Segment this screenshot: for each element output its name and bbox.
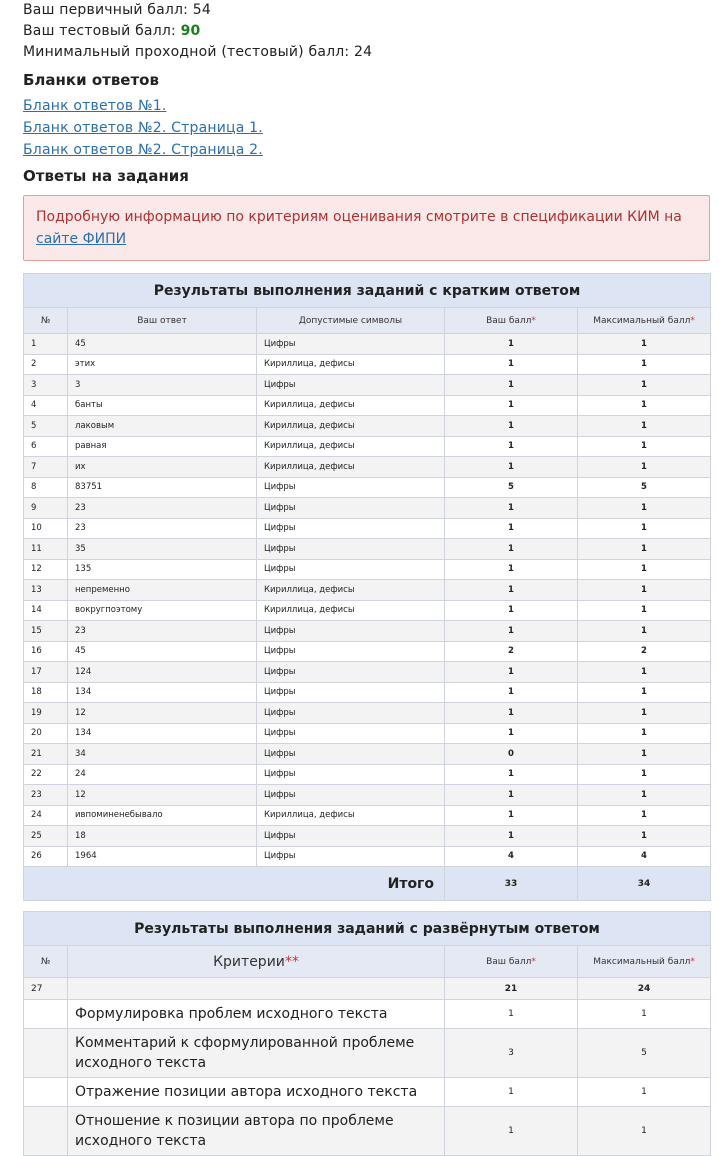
row-score: 1 xyxy=(445,682,578,703)
row-answer: 124 xyxy=(68,662,257,683)
primary-score-label: Ваш первичный балл: xyxy=(23,2,193,18)
row-score: 1 xyxy=(445,457,578,478)
row-symbols: Цифры xyxy=(257,621,445,642)
alert-text: Подробную информацию по критериям оценивания смотрите в спецификации КИМ на xyxy=(36,209,682,225)
row-max: 1 xyxy=(578,662,711,683)
row-number: 20 xyxy=(24,723,68,744)
table-row xyxy=(24,703,711,724)
primary-score xyxy=(0,0,719,21)
row-max: 1 xyxy=(578,580,711,601)
table-row xyxy=(24,539,711,560)
row-symbols: Кириллица, дефисы xyxy=(257,354,445,375)
test-score xyxy=(0,21,719,42)
col2-criteria: Критерии** xyxy=(68,946,445,978)
task-27-number: 27 xyxy=(24,978,68,1000)
row-number: 25 xyxy=(24,826,68,847)
row-answer: 35 xyxy=(68,539,257,560)
row-answer: ивпоминенебывало xyxy=(68,805,257,826)
table-row xyxy=(24,826,711,847)
row-symbols: Цифры xyxy=(257,703,445,724)
primary-score-value: 54 xyxy=(192,2,211,18)
col2-max-score: Максимальный балл* xyxy=(578,946,711,978)
row-score: 1 xyxy=(445,539,578,560)
row-score: 1 xyxy=(445,600,578,621)
row-symbols: Кириллица, дефисы xyxy=(257,457,445,478)
row-answer: 23 xyxy=(68,498,257,519)
row-symbols: Цифры xyxy=(257,334,445,355)
score-summary xyxy=(0,0,719,63)
row-symbols: Цифры xyxy=(257,498,445,519)
short-table-caption: Результаты выполнения заданий с кратким ответом xyxy=(24,274,711,308)
row-number: 24 xyxy=(24,805,68,826)
criteria-max: 1 xyxy=(578,1000,711,1029)
criteria-text: Отражение позиции автора исходного текста xyxy=(68,1078,445,1107)
row-symbols: Цифры xyxy=(257,518,445,539)
row-answer: 23 xyxy=(68,621,257,642)
row-number: 19 xyxy=(24,703,68,724)
row-symbols: Кириллица, дефисы xyxy=(257,600,445,621)
criteria-max: 1 xyxy=(578,1107,711,1156)
table-row xyxy=(24,764,711,785)
row-number: 11 xyxy=(24,539,68,560)
row-score: 1 xyxy=(445,805,578,826)
row-number: 12 xyxy=(24,559,68,580)
table-row xyxy=(24,334,711,355)
col-allowed-symbols: Допустимые символы xyxy=(257,308,445,334)
col-your-score: Ваш балл* xyxy=(445,308,578,334)
row-max: 1 xyxy=(578,395,711,416)
row-symbols: Цифры xyxy=(257,682,445,703)
row-answer: 24 xyxy=(68,764,257,785)
row-symbols: Цифры xyxy=(257,539,445,560)
table-row xyxy=(24,477,711,498)
row-symbols: Кириллица, дефисы xyxy=(257,580,445,601)
row-score: 1 xyxy=(445,375,578,396)
row-symbols: Цифры xyxy=(257,477,445,498)
row-max: 2 xyxy=(578,641,711,662)
table-row xyxy=(24,621,711,642)
col-number: № xyxy=(24,308,68,334)
row-answer: 83751 xyxy=(68,477,257,498)
forms-heading: Бланки ответов xyxy=(23,71,159,89)
row-max: 1 xyxy=(578,354,711,375)
row-number: 17 xyxy=(24,662,68,683)
col-max-score-label: Максимальный балл xyxy=(593,315,691,326)
form-link-2-page-2[interactable]: Бланк ответов №2. Страница 2. xyxy=(23,142,263,158)
criteria-text: Формулировка проблем исходного текста xyxy=(68,1000,445,1029)
row-score: 1 xyxy=(445,518,578,539)
table-row xyxy=(24,498,711,519)
row-number: 18 xyxy=(24,682,68,703)
col-your-score-label: Ваш балл xyxy=(486,315,532,326)
row-answer: 34 xyxy=(68,744,257,765)
row-max: 1 xyxy=(578,621,711,642)
total-max: 34 xyxy=(578,867,711,901)
row-answer: 134 xyxy=(68,723,257,744)
row-answer: непременно xyxy=(68,580,257,601)
row-score: 1 xyxy=(445,703,578,724)
table-row xyxy=(24,416,711,437)
row-symbols: Цифры xyxy=(257,846,445,867)
row-score: 1 xyxy=(445,826,578,847)
row-score: 1 xyxy=(445,416,578,437)
table-row xyxy=(24,457,711,478)
long-answer-table xyxy=(23,911,711,1156)
col2-criteria-label: Критерии xyxy=(213,953,285,970)
row-symbols: Цифры xyxy=(257,785,445,806)
row-score: 1 xyxy=(445,498,578,519)
task-27-score: 21 xyxy=(445,978,578,1000)
row-symbols: Кириллица, дефисы xyxy=(257,395,445,416)
row-answer: лаковым xyxy=(68,416,257,437)
row-number: 14 xyxy=(24,600,68,621)
table-row xyxy=(24,559,711,580)
table-row xyxy=(24,785,711,806)
short-table-body xyxy=(24,334,711,867)
table-row xyxy=(24,375,711,396)
row-answer: 134 xyxy=(68,682,257,703)
row-answer: 18 xyxy=(68,826,257,847)
row-score: 1 xyxy=(445,662,578,683)
long-table-caption: Результаты выполнения заданий с развёрнутым ответом xyxy=(24,912,711,946)
row-max: 1 xyxy=(578,457,711,478)
criteria-row xyxy=(24,1000,711,1029)
row-score: 1 xyxy=(445,354,578,375)
row-number: 15 xyxy=(24,621,68,642)
table-row xyxy=(24,518,711,539)
row-score: 1 xyxy=(445,621,578,642)
row-score: 1 xyxy=(445,559,578,580)
total-row xyxy=(24,867,711,901)
row-answer: 23 xyxy=(68,518,257,539)
form-link-1[interactable]: Бланк ответов №1. xyxy=(23,98,167,114)
table-row xyxy=(24,436,711,457)
row-max: 1 xyxy=(578,375,711,396)
row-symbols: Кириллица, дефисы xyxy=(257,416,445,437)
criteria-score: 1 xyxy=(445,1000,578,1029)
criteria-text: Отношение к позиции автора по проблеме исходного текста xyxy=(68,1107,445,1156)
row-answer: 135 xyxy=(68,559,257,580)
min-score-label: Минимальный проходной (тестовый) балл: xyxy=(23,44,354,60)
row-max: 1 xyxy=(578,334,711,355)
criteria-score: 1 xyxy=(445,1107,578,1156)
row-max: 4 xyxy=(578,846,711,867)
row-answer: 45 xyxy=(68,641,257,662)
row-number: 16 xyxy=(24,641,68,662)
row-answer: 12 xyxy=(68,785,257,806)
min-score-value: 24 xyxy=(353,44,373,60)
row-score: 1 xyxy=(445,785,578,806)
row-answer: вокругпоэтому xyxy=(68,600,257,621)
row-symbols: Цифры xyxy=(257,764,445,785)
row-max: 5 xyxy=(578,477,711,498)
criteria-max: 5 xyxy=(578,1029,711,1078)
row-number: 9 xyxy=(24,498,68,519)
long-table-body xyxy=(24,978,711,1156)
row-max: 1 xyxy=(578,785,711,806)
criteria-empty-cell xyxy=(24,1107,68,1156)
table-row xyxy=(24,846,711,867)
criteria-row xyxy=(24,1029,711,1078)
criteria-text: Комментарий к сформулированной проблеме исходного текста xyxy=(68,1029,445,1078)
row-symbols: Цифры xyxy=(257,662,445,683)
row-number: 8 xyxy=(24,477,68,498)
row-answer: 3 xyxy=(68,375,257,396)
row-score: 1 xyxy=(445,580,578,601)
row-max: 1 xyxy=(578,539,711,560)
row-answer: 1964 xyxy=(68,846,257,867)
form-link-2-page-1[interactable]: Бланк ответов №2. Страница 1. xyxy=(23,120,263,136)
criteria-empty-cell xyxy=(24,1029,68,1078)
table-row xyxy=(24,662,711,683)
row-symbols: Цифры xyxy=(257,641,445,662)
row-symbols: Цифры xyxy=(257,723,445,744)
row-max: 1 xyxy=(578,744,711,765)
table-row xyxy=(24,395,711,416)
test-score-label: Ваш тестовый балл: xyxy=(23,23,181,39)
row-number: 6 xyxy=(24,436,68,457)
row-symbols: Кириллица, дефисы xyxy=(257,436,445,457)
criteria-row xyxy=(24,1107,711,1156)
row-score: 5 xyxy=(445,477,578,498)
row-number: 22 xyxy=(24,764,68,785)
row-score: 1 xyxy=(445,723,578,744)
table-row xyxy=(24,682,711,703)
forms-links xyxy=(0,95,719,161)
answers-heading: Ответы на задания xyxy=(23,167,189,185)
row-number: 4 xyxy=(24,395,68,416)
table-row xyxy=(24,805,711,826)
row-number: 2 xyxy=(24,354,68,375)
table-row xyxy=(24,723,711,744)
table-row xyxy=(24,354,711,375)
table-row xyxy=(24,600,711,621)
row-number: 7 xyxy=(24,457,68,478)
row-symbols: Кириллица, дефисы xyxy=(257,805,445,826)
test-score-value: 90 xyxy=(180,23,201,39)
row-answer: 12 xyxy=(68,703,257,724)
task-27-max: 24 xyxy=(578,978,711,1000)
row-number: 21 xyxy=(24,744,68,765)
row-answer: этих xyxy=(68,354,257,375)
row-score: 2 xyxy=(445,641,578,662)
fipi-link[interactable]: сайте ФИПИ xyxy=(36,231,127,247)
row-symbols: Цифры xyxy=(257,744,445,765)
row-number: 23 xyxy=(24,785,68,806)
row-answer: их xyxy=(68,457,257,478)
row-score: 1 xyxy=(445,764,578,785)
table-row xyxy=(24,641,711,662)
row-max: 1 xyxy=(578,703,711,724)
row-number: 13 xyxy=(24,580,68,601)
row-symbols: Цифры xyxy=(257,375,445,396)
criteria-empty-cell xyxy=(24,1000,68,1029)
col2-your-score: Ваш балл* xyxy=(445,946,578,978)
row-max: 1 xyxy=(578,559,711,580)
col2-max-score-label: Максимальный балл xyxy=(593,956,691,967)
row-max: 1 xyxy=(578,518,711,539)
row-score: 4 xyxy=(445,846,578,867)
row-number: 10 xyxy=(24,518,68,539)
total-label: Итого xyxy=(24,867,445,901)
criteria-empty-cell xyxy=(24,1078,68,1107)
row-number: 1 xyxy=(24,334,68,355)
total-score: 33 xyxy=(445,867,578,901)
criteria-score: 1 xyxy=(445,1078,578,1107)
row-max: 1 xyxy=(578,826,711,847)
row-symbols: Цифры xyxy=(257,826,445,847)
row-max: 1 xyxy=(578,600,711,621)
row-max: 1 xyxy=(578,416,711,437)
col-your-answer: Ваш ответ xyxy=(68,308,257,334)
task-27-criteria-cell xyxy=(68,978,445,1000)
row-max: 1 xyxy=(578,764,711,785)
criteria-score: 3 xyxy=(445,1029,578,1078)
criteria-alert xyxy=(23,195,710,261)
row-max: 1 xyxy=(578,682,711,703)
short-answer-table xyxy=(23,273,711,901)
row-score: 1 xyxy=(445,436,578,457)
col-max-score: Максимальный балл* xyxy=(578,308,711,334)
row-max: 1 xyxy=(578,498,711,519)
table-row xyxy=(24,744,711,765)
row-number: 26 xyxy=(24,846,68,867)
col2-number: № xyxy=(24,946,68,978)
row-number: 5 xyxy=(24,416,68,437)
table-row xyxy=(24,580,711,601)
row-score: 0 xyxy=(445,744,578,765)
criteria-max: 1 xyxy=(578,1078,711,1107)
criteria-row xyxy=(24,1078,711,1107)
row-max: 1 xyxy=(578,436,711,457)
row-number: 3 xyxy=(24,375,68,396)
row-symbols: Цифры xyxy=(257,559,445,580)
row-score: 1 xyxy=(445,395,578,416)
row-answer: 45 xyxy=(68,334,257,355)
task-27-row xyxy=(24,978,711,1000)
row-score: 1 xyxy=(445,334,578,355)
col2-your-score-label: Ваш балл xyxy=(486,956,532,967)
min-score xyxy=(0,42,719,63)
row-answer: банты xyxy=(68,395,257,416)
row-max: 1 xyxy=(578,805,711,826)
row-max: 1 xyxy=(578,723,711,744)
row-answer: равная xyxy=(68,436,257,457)
